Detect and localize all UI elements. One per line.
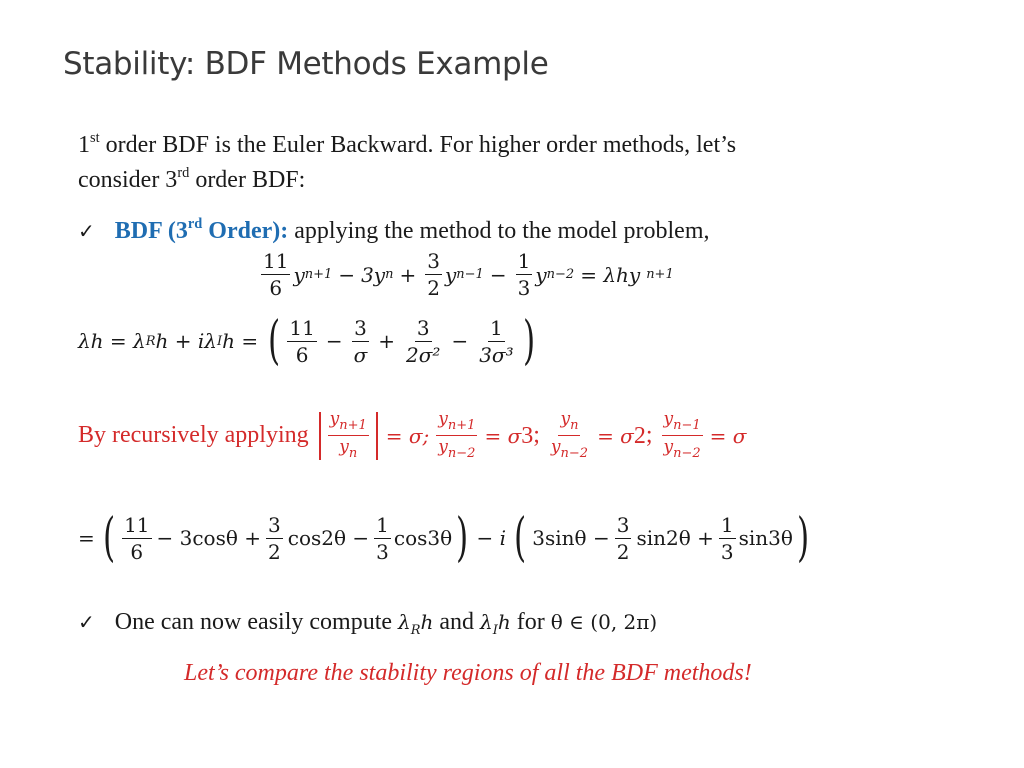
slide-title: Stability: BDF Methods Example — [63, 46, 549, 82]
intro-text-2a: consider 3 — [78, 167, 178, 193]
fraction — [266, 514, 283, 563]
term: cos2θ − — [287, 526, 370, 550]
equation-lambda-h — [78, 311, 539, 371]
frac-den — [436, 436, 477, 461]
operator: − — [325, 329, 343, 353]
frac-den: σ — [353, 342, 368, 367]
operator: + — [399, 262, 417, 287]
fraction-1-3 — [516, 250, 533, 299]
den-base: y — [663, 437, 674, 458]
bdf3-label-pre: BDF (3 — [114, 218, 188, 244]
sub: I — [216, 333, 223, 349]
den-base: y — [339, 437, 349, 458]
bdf3-label-sup: rd — [187, 215, 203, 232]
operator: + — [378, 329, 396, 353]
sub: n+1 — [447, 418, 476, 433]
sub: n — [348, 446, 358, 462]
frac-num: 3 — [427, 249, 440, 273]
sub: n−1 — [456, 267, 484, 282]
frac-den — [662, 436, 703, 461]
frac-den: 3 — [720, 539, 734, 564]
term: − 3cosθ + — [156, 526, 262, 550]
intro-text-2b: order BDF: — [189, 167, 306, 193]
num-base: y — [329, 409, 340, 429]
fraction — [719, 514, 736, 563]
intro-text-1: order BDF is the Euler Backward. For higher order methods, let’s — [99, 132, 737, 158]
sub: n — [385, 267, 394, 282]
frac-num: 1 — [720, 512, 734, 537]
frac-num: 3 — [268, 512, 281, 537]
frac-den: 2 — [427, 276, 440, 300]
frac-num — [328, 410, 369, 436]
frac-num: 1 — [517, 249, 531, 273]
compute-text: One can now easily compute — [114, 609, 399, 635]
ratio-a — [328, 410, 369, 462]
checkmark-icon: ✓ — [78, 219, 95, 243]
intro-line-2 — [78, 164, 306, 194]
operator: − — [338, 262, 356, 287]
abs-bar-right — [376, 412, 378, 460]
fraction — [477, 317, 515, 366]
sep: ; — [645, 422, 653, 449]
abs-bar-left — [319, 412, 321, 460]
intro-ordinal-suffix-2: rd — [177, 164, 190, 181]
frac-den: 2 — [616, 539, 630, 564]
lambda: λ — [480, 610, 493, 634]
rhs-a: = σ; — [385, 423, 430, 448]
bullet-compute — [78, 609, 657, 638]
term: 3sinθ − — [532, 526, 610, 550]
ratio-c — [549, 410, 590, 462]
operator: − — [451, 329, 469, 353]
operator: − — [489, 262, 507, 287]
recursive-relations: By recursively applying $\frac{y_{n+1}}{y_n}$ = σ; $\frac{y_{n+1}}{y_{n-2}}$ = σ 3 ; $\frac{y_n}{y_{n-2}}$ = σ 2 ; $\frac{y_{n-1}}{y_{n-2}}$ = σ — [78, 409, 747, 462]
bdf3-text: applying the method to the model problem, — [288, 218, 710, 244]
frac-den: 6 — [130, 539, 144, 564]
term-y: y — [293, 262, 305, 287]
h: h — [497, 610, 511, 634]
ratio-b — [436, 410, 477, 462]
frac-num: 3 — [616, 512, 630, 537]
bdf3-label-post: Order): — [202, 218, 289, 244]
frac-num: 11 — [263, 249, 289, 273]
term-y: y — [444, 262, 457, 287]
frac-num: 3 — [416, 315, 430, 340]
frac-den: 6 — [295, 342, 309, 367]
rhs-c: = σ — [597, 423, 634, 448]
closing-remark: Let’s compare the stability regions of all the BDF methods! — [184, 660, 752, 686]
fraction-11-6 — [261, 250, 290, 299]
frac-num: 1 — [376, 512, 389, 537]
sub: n−2 — [447, 446, 476, 462]
sub: n — [570, 418, 579, 433]
rhs-b: = σ — [484, 423, 522, 448]
sub: n−2 — [546, 267, 575, 282]
theta-range: θ ∈ (0, 2π) — [550, 610, 658, 634]
paren-left: ( — [268, 311, 281, 371]
frac-num: 11 — [289, 315, 315, 340]
den-base: y — [438, 437, 448, 458]
num-base: y — [438, 409, 448, 429]
sub: n−1 — [673, 418, 701, 433]
imag-unit: − i — [476, 526, 506, 550]
frac-num — [436, 410, 477, 436]
sub: I — [492, 623, 498, 638]
num-base: y — [560, 409, 571, 429]
lhs-end: h = — [222, 329, 259, 353]
frac-den: 3σ³ — [479, 342, 514, 367]
lhs-text: λh = λ — [78, 329, 146, 353]
rhs-d: = σ — [709, 423, 747, 448]
fraction — [352, 317, 370, 366]
paren-right: ) — [522, 311, 535, 371]
paren-left-2: ( — [514, 508, 527, 568]
fraction — [122, 514, 151, 563]
paren-left: ( — [102, 508, 116, 568]
fraction — [615, 514, 632, 563]
fraction — [374, 514, 391, 563]
num-base: y — [663, 409, 674, 429]
frac-num — [662, 410, 703, 436]
frac-den — [337, 436, 359, 461]
frac-den — [549, 436, 590, 461]
sub: n+1 — [339, 418, 367, 433]
lambda: λ — [398, 610, 411, 634]
frac-den: 3 — [376, 539, 389, 564]
term-y: y — [535, 262, 547, 287]
term: sin2θ + — [636, 526, 714, 550]
equals: = — [78, 526, 95, 550]
term: cos3θ — [393, 526, 453, 550]
sub: R — [410, 623, 421, 638]
paren-right-2: ) — [796, 508, 810, 568]
sub: n+1 — [304, 267, 333, 282]
paren-right: ) — [456, 508, 469, 568]
and-text: and — [433, 609, 481, 635]
sub: n+1 — [646, 267, 674, 282]
frac-den: 2 — [268, 539, 281, 564]
checkmark-icon: ✓ — [78, 610, 95, 634]
bdf3-label — [114, 215, 289, 244]
sub: n−2 — [560, 446, 589, 462]
frac-den: 3 — [517, 276, 531, 300]
frac-den: 6 — [269, 276, 283, 300]
sub: n−2 — [673, 446, 701, 462]
term-3y: 3y — [361, 262, 386, 287]
frac-num: 11 — [124, 512, 150, 537]
fraction — [404, 317, 442, 366]
frac-den: 2σ² — [406, 342, 441, 367]
frac-num: 3 — [354, 315, 367, 340]
fraction-3-2 — [425, 250, 442, 299]
ratio-d — [662, 410, 703, 462]
sub: R — [145, 333, 156, 349]
fraction — [287, 317, 316, 366]
term: sin3θ — [738, 526, 793, 550]
frac-num — [558, 410, 580, 436]
rhs: = λhy — [580, 262, 641, 287]
sep: ; — [533, 422, 540, 449]
frac-num: 1 — [490, 315, 503, 340]
equation-bdf3-scheme — [258, 250, 674, 299]
intro-line-1 — [78, 129, 737, 159]
den-base: y — [550, 437, 561, 458]
equation-characteristic — [78, 508, 813, 568]
for-text: for — [510, 609, 551, 635]
lhs-mid: h + iλ — [155, 329, 217, 353]
intro-ordinal-suffix: st — [90, 129, 100, 146]
bullet-bdf3 — [78, 215, 710, 245]
h: h — [420, 610, 434, 634]
intro-ordinal: 1 — [78, 132, 90, 158]
recursive-label: By recursively applying — [78, 422, 309, 449]
